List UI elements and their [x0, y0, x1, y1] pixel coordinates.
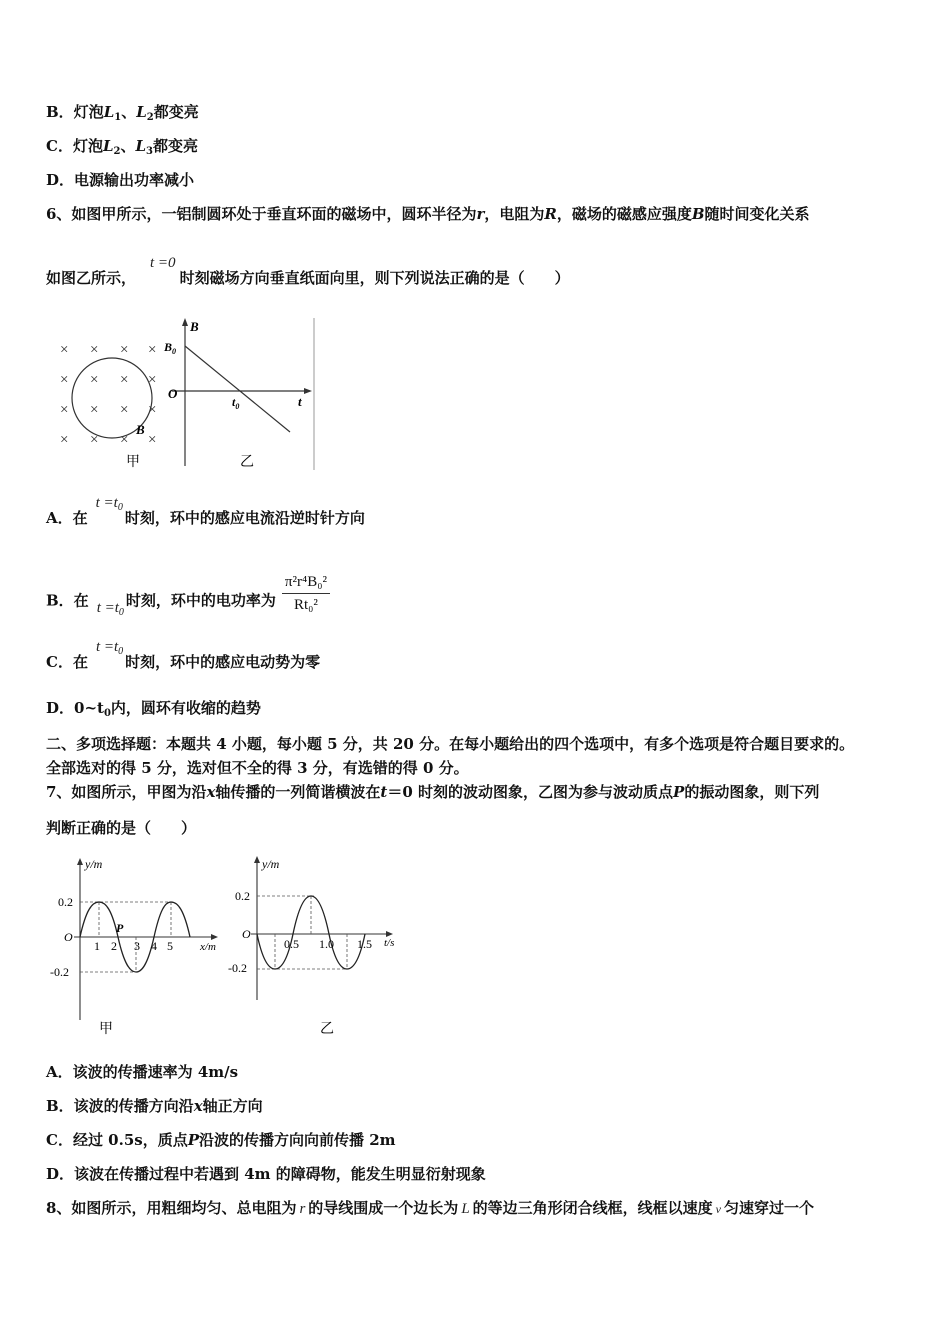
q7-option-a: A．该波的传播速率为 4m/s [46, 1063, 239, 1081]
yi-tick-label: 1.0 [319, 937, 334, 951]
t-axis-arrow [304, 388, 312, 394]
b-axis-arrow [182, 318, 188, 326]
q7-option-b: B．该波的传播方向沿x轴正方向 [46, 1097, 263, 1115]
wave-graph-jia [50, 857, 218, 1037]
section2-heading-line2: 全部选对的得 5 分，选对但不全的得 3 分，有选错的得 0 分。 [46, 759, 469, 777]
cross-mark: × [90, 432, 99, 448]
cross-mark: × [148, 342, 157, 358]
q7-stem-line1: 7、如图所示，甲图为沿x轴传播的一列简谐横波在t＝0 时刻的波动图象，乙图为参与波动质点P的振动图象，则下列 [46, 783, 820, 801]
jia-figure-label: 甲 [99, 1021, 113, 1037]
cross-mark: × [148, 432, 157, 448]
cross-mark: × [90, 372, 99, 388]
jia-tick-label: 4 [151, 939, 157, 953]
ring-label-b: B [136, 422, 145, 437]
t0-label: $t_0$ [232, 395, 240, 411]
jia-tick-label: 1 [94, 939, 100, 953]
q5-option-b: B．灯泡$L_1$、$L_2$都变亮 [46, 103, 199, 123]
cross-mark: × [120, 402, 129, 418]
jia-point-p: P [116, 921, 124, 935]
yi-x-label: t/s [384, 937, 395, 949]
figure-label-yi: 乙 [240, 454, 254, 470]
q7-option-c: C．经过 0.5s，质点P沿波的传播方向向前传播 2m [46, 1131, 396, 1149]
cross-mark: × [120, 372, 129, 388]
cross-mark: × [90, 342, 99, 358]
yi-tick-label: 1.5 [357, 937, 372, 951]
cross-mark: × [90, 402, 99, 418]
power-fraction: $\frac{\text{π²r⁴B₀²}}{\text{Rt₀²}}$ [282, 572, 330, 615]
cross-mark: × [60, 342, 69, 358]
jia-x-label: x/m [200, 941, 216, 953]
jia-y-m02: -0.2 [50, 965, 69, 979]
b-t-line [185, 346, 290, 432]
q7-stem-line2: 判断正确的是（ ） [46, 819, 197, 837]
cross-mark: × [60, 402, 69, 418]
q7-figure [44, 850, 414, 1040]
q7-option-d: D．该波在传播过程中若遇到 4m 的障碍物，能发生明显衍射现象 [46, 1165, 486, 1183]
yi-y-m02: -0.2 [228, 961, 247, 975]
jia-x-arrow [211, 934, 218, 940]
q6-option-b: B．在 $t =t_0$时刻，环中的电功率为 $\frac{\text{π²r⁴B₀²}}{\text{Rt₀²}}$ [46, 580, 330, 623]
b0-label: $B_0$ [164, 340, 177, 356]
cross-mark: × [60, 432, 69, 448]
q6-figure [50, 316, 330, 476]
cross-mark: × [148, 372, 157, 388]
jia-y-label: y/m [85, 857, 103, 871]
cross-mark: × [120, 432, 129, 448]
q6-option-d: D．$0\sim t_0$内，圆环有收缩的趋势 [46, 699, 261, 719]
jia-y-02: 0.2 [58, 895, 73, 909]
t-axis-label: t [298, 394, 302, 409]
jia-origin: O [64, 930, 73, 944]
origin-label: O [168, 386, 178, 401]
jia-tick-label: 5 [167, 939, 173, 953]
yi-origin: O [242, 927, 251, 941]
yi-y-arrow [254, 856, 260, 863]
jia-tick-label: 2 [111, 939, 117, 953]
q5-option-c: C．灯泡$L_2$、$L_3$都变亮 [46, 137, 199, 157]
figure-label-jia: 甲 [126, 454, 140, 470]
cross-mark: × [148, 402, 157, 418]
cross-mark: × [120, 342, 129, 358]
q6-stem-line2: 如图乙所示，t =0时刻磁场方向垂直纸面向里，则下列说法正确的是（ ） [46, 255, 570, 287]
yi-figure-label: 乙 [320, 1021, 334, 1037]
section2-heading-line1: 二、多项选择题：本题共 4 小题，每小题 5 分，共 20 分。在每小题给出的四个选项中，有多个选项是符合题目要求的。 [46, 735, 855, 753]
q6-stem-line1: 6、如图甲所示，一铝制圆环处于垂直环面的磁场中，圆环半径为r，电阻为R，磁场的磁感应强度B随时间变化关系 [46, 205, 810, 223]
jia-y-arrow [77, 858, 83, 865]
jia-tick-label: 3 [134, 939, 140, 953]
yi-tick-label: 0.5 [284, 937, 299, 951]
vibration-graph-yi [228, 856, 394, 1037]
q8-stem-line1: 8、如图所示，用粗细均匀、总电阻为 r 的导线围成一个边长为 L 的等边三角形闭合线框，线框以速度 v 匀速穿过一个 [46, 1199, 815, 1217]
q5-option-d: D．电源输出功率减小 [46, 171, 195, 189]
cross-mark: × [60, 372, 69, 388]
b-axis-label: B [190, 319, 199, 334]
q6-option-c: C．在$t =t_0$时刻，环中的感应电动势为零 [46, 639, 321, 671]
q6-option-a: A．在$t =t_0$时刻，环中的感应电流沿逆时针方向 [46, 495, 365, 527]
yi-y-label: y/m [262, 857, 280, 871]
yi-y-02: 0.2 [235, 889, 250, 903]
